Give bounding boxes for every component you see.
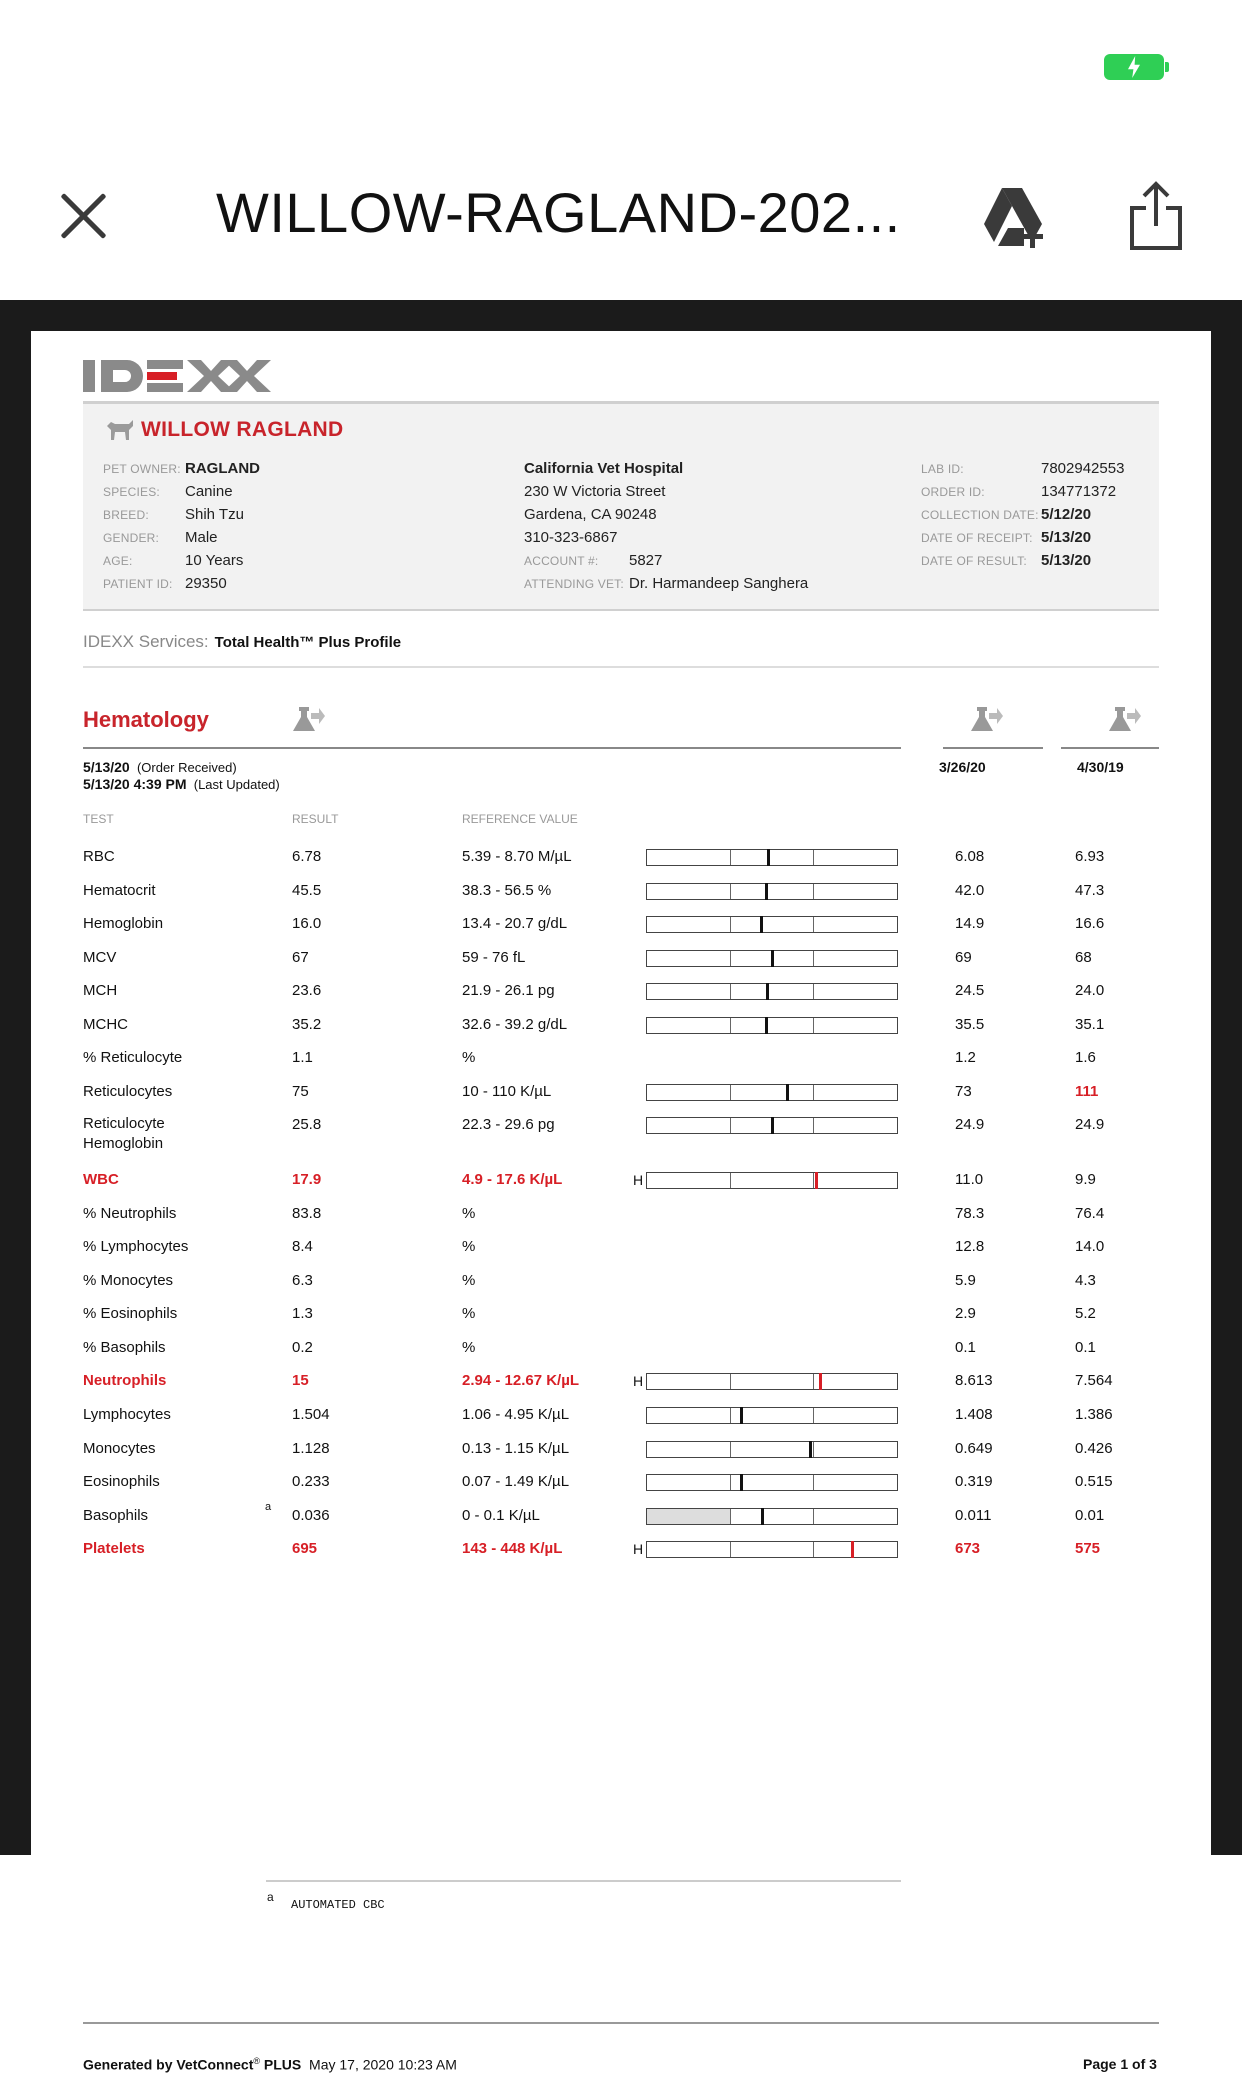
pdf-viewer[interactable] [0, 300, 1242, 2073]
clinic-city: Gardena, CA 90248 [524, 506, 657, 523]
lab-id-label: LAB ID: [921, 462, 964, 476]
reference-column-header: REFERENCE VALUE [462, 812, 578, 826]
result-marker [740, 1407, 743, 1424]
vet-label: ATTENDING VET: [524, 577, 624, 591]
test-result: 1.1 [292, 1049, 313, 1066]
dog-icon [105, 416, 135, 442]
history-value-1: 673 [955, 1540, 981, 1557]
test-name: MCV [83, 949, 117, 966]
test-result: 1.3 [292, 1305, 313, 1322]
updated-note: (Last Updated) [193, 777, 280, 792]
gender-label: GENDER: [103, 531, 160, 545]
test-name: MCH [83, 982, 118, 999]
result-marker [761, 1508, 764, 1525]
age-value: 10 Years [185, 552, 244, 569]
test-result: 0.2 [292, 1339, 313, 1356]
patient-id-label: PATIENT ID: [103, 577, 173, 591]
history-value-2: 5.2 [1075, 1305, 1096, 1322]
reference-range: 22.3 - 29.6 pg [462, 1116, 555, 1133]
test-result: 67 [292, 949, 309, 966]
history-value-1: 69 [955, 949, 972, 966]
reference-range: % [462, 1272, 476, 1289]
range-indicator [646, 916, 898, 933]
test-name: Monocytes [83, 1440, 156, 1457]
reference-range: 143 - 448 K/µL [462, 1540, 563, 1557]
range-indicator [646, 1407, 898, 1424]
range-indicator [646, 1084, 898, 1101]
patient-info-panel [83, 401, 1159, 611]
test-name: Reticulocyte Hemoglobin [83, 1115, 165, 1152]
test-name: Eosinophils [83, 1473, 160, 1490]
pet-name: WILLOW RAGLAND [141, 418, 344, 441]
age-label: AGE: [103, 554, 133, 568]
test-result: 17.9 [292, 1171, 322, 1188]
pet-owner-value: RAGLAND [185, 460, 260, 477]
reference-range: 0.13 - 1.15 K/µL [462, 1440, 570, 1457]
history-value-2: 14.0 [1075, 1238, 1105, 1255]
test-name: Neutrophils [83, 1372, 167, 1389]
test-name: RBC [83, 848, 115, 865]
history-value-2: 1.386 [1075, 1406, 1113, 1423]
footer-divider [83, 2022, 1159, 2024]
reference-range: 1.06 - 4.95 K/µL [462, 1406, 570, 1423]
test-result: 75 [292, 1083, 309, 1100]
test-result: 0.036 [292, 1507, 330, 1524]
order-note: (Order Received) [136, 760, 237, 775]
lab-flask-icon [1109, 705, 1141, 735]
range-indicator [646, 1117, 898, 1134]
history-value-2: 35.1 [1075, 1016, 1105, 1033]
test-result: 8.4 [292, 1238, 313, 1255]
history-value-1: 2.9 [955, 1305, 976, 1322]
result-marker [771, 1117, 774, 1134]
history-value-2: 24.0 [1075, 982, 1105, 999]
reference-range: % [462, 1238, 476, 1255]
history-value-1: 1.2 [955, 1049, 976, 1066]
breed-value: Shih Tzu [185, 506, 244, 523]
range-indicator [646, 1508, 898, 1525]
footer-page: Page 1 of 3 [1083, 2056, 1157, 2072]
species-label: SPECIES: [103, 485, 160, 499]
reference-range: 59 - 76 fL [462, 949, 526, 966]
test-result: 695 [292, 1540, 318, 1557]
idexx-logo [83, 358, 273, 394]
history-value-2: 76.4 [1075, 1205, 1105, 1222]
test-result: 1.504 [292, 1406, 330, 1423]
history-value-1: 42.0 [955, 882, 985, 899]
history-date-1: 3/26/20 [939, 759, 986, 775]
services-line [83, 632, 1159, 668]
reference-range: 2.94 - 12.67 K/µL [462, 1372, 580, 1389]
test-name: % Monocytes [83, 1272, 174, 1289]
receipt-date-value: 5/13/20 [1041, 529, 1092, 546]
reference-range: 32.6 - 39.2 g/dL [462, 1016, 568, 1033]
history-value-2: 9.9 [1075, 1171, 1096, 1188]
history-value-1: 1.408 [955, 1406, 993, 1423]
receipt-date-label: DATE OF RECEIPT: [921, 531, 1033, 545]
range-indicator [646, 1017, 898, 1034]
history-value-2: 24.9 [1075, 1116, 1105, 1133]
result-marker [786, 1084, 789, 1101]
history-value-1: 0.011 [955, 1507, 992, 1524]
order-id-value: 134771372 [1041, 483, 1117, 500]
test-result: 6.3 [292, 1272, 313, 1289]
result-marker [771, 950, 774, 967]
reference-range: % [462, 1049, 476, 1066]
updated-date: 5/13/20 4:39 PM [83, 776, 187, 792]
test-name: Hemoglobin [83, 915, 164, 932]
history-date-2: 4/30/19 [1077, 759, 1124, 775]
reference-range: 21.9 - 26.1 pg [462, 982, 555, 999]
footer-reg: ® [253, 2056, 261, 2066]
test-result: 6.78 [292, 848, 322, 865]
range-indicator [646, 1541, 898, 1558]
test-name: MCHC [83, 1016, 128, 1033]
lab-flask-icon [293, 705, 325, 735]
test-name: % Lymphocytes [83, 1238, 189, 1255]
lab-details [921, 457, 1124, 572]
clinic-street: 230 W Victoria Street [524, 483, 666, 500]
history-value-1: 24.5 [955, 982, 985, 999]
history-value-1: 78.3 [955, 1205, 985, 1222]
share-icon[interactable] [1128, 180, 1184, 252]
history-value-1: 11.0 [955, 1171, 984, 1188]
section-title: Hematology [83, 707, 209, 732]
reference-range: % [462, 1339, 476, 1356]
result-date-label: DATE OF RESULT: [921, 554, 1027, 568]
footnote-ref: a [265, 1501, 272, 1513]
test-name: Platelets [83, 1540, 145, 1557]
high-flag: H [633, 1541, 644, 1557]
document-title: WILLOW-RAGLAND-202... [216, 181, 901, 244]
close-icon[interactable] [58, 190, 110, 242]
result-marker [809, 1441, 812, 1458]
test-name: WBC [83, 1171, 119, 1188]
test-name: % Basophils [83, 1339, 166, 1356]
footer-generated [83, 2056, 457, 2073]
test-name: Reticulocytes [83, 1083, 173, 1100]
result-marker [760, 916, 763, 933]
account-value: 5827 [629, 552, 663, 569]
result-marker [767, 849, 770, 866]
history-value-1: 5.9 [955, 1272, 976, 1289]
history-value-2: 111 [1075, 1083, 1099, 1100]
history-value-2: 68 [1075, 949, 1092, 966]
range-indicator [646, 1373, 898, 1390]
history-value-2: 0.426 [1075, 1440, 1113, 1457]
result-marker [740, 1474, 743, 1491]
history-value-2: 1.6 [1075, 1049, 1096, 1066]
footer-plus: PLUS [263, 2056, 302, 2073]
range-indicator [646, 883, 898, 900]
clinic-name: California Vet Hospital [524, 460, 684, 477]
test-result: 0.233 [292, 1473, 330, 1490]
add-to-drive-icon[interactable] [980, 184, 1050, 250]
range-indicator [646, 1172, 898, 1189]
order-id-label: ORDER ID: [921, 485, 985, 499]
report-page [31, 331, 1211, 2073]
reference-range: 13.4 - 20.7 g/dL [462, 915, 568, 932]
test-result: 45.5 [292, 882, 322, 899]
history-header-2 [1061, 701, 1159, 749]
high-flag: H [633, 1373, 644, 1389]
footer-date: May 17, 2020 10:23 AM [309, 2056, 457, 2073]
history-value-1: 0.649 [955, 1440, 993, 1457]
pet-owner-label: PET OWNER: [103, 462, 181, 476]
services-value: Total Health™ Plus Profile [214, 634, 402, 651]
history-value-1: 14.9 [955, 915, 985, 932]
test-column-header: TEST [83, 812, 114, 826]
lab-flask-icon [971, 705, 1003, 735]
range-indicator [646, 983, 898, 1000]
test-result: 83.8 [292, 1205, 322, 1222]
history-value-2: 4.3 [1075, 1272, 1096, 1289]
clinic-phone: 310-323-6867 [524, 529, 618, 546]
breed-label: BREED: [103, 508, 149, 522]
hematology-header [83, 701, 901, 749]
footnote-divider [266, 1880, 901, 1882]
test-result: 16.0 [292, 915, 322, 932]
history-value-1: 35.5 [955, 1016, 985, 1033]
history-value-2: 0.1 [1075, 1339, 1096, 1356]
reference-range: 0.07 - 1.49 K/µL [462, 1473, 570, 1490]
history-value-2: 0.01 [1075, 1507, 1105, 1524]
range-indicator [646, 1441, 898, 1458]
test-result: 23.6 [292, 982, 322, 999]
reference-range: 10 - 110 K/µL [462, 1083, 552, 1100]
high-flag: H [633, 1172, 644, 1188]
result-marker [819, 1373, 822, 1390]
footer-generated-by: Generated by VetConnect [83, 2056, 254, 2073]
status-bar [0, 0, 1242, 150]
test-name: % Neutrophils [83, 1205, 177, 1222]
account-label: ACCOUNT #: [524, 554, 599, 568]
result-marker [765, 883, 768, 900]
test-result: 25.8 [292, 1116, 322, 1133]
result-marker [851, 1541, 854, 1558]
reference-range: % [462, 1205, 476, 1222]
species-value: Canine [185, 483, 233, 500]
battery-charging-icon [1104, 54, 1164, 80]
reference-range: 0 - 0.1 K/µL [462, 1507, 540, 1524]
reference-range: % [462, 1305, 476, 1322]
history-value-2: 6.93 [1075, 848, 1105, 865]
test-name: Basophils [83, 1507, 149, 1524]
clinic-details [524, 457, 808, 595]
footnote-text: AUTOMATED CBC [291, 1898, 385, 1912]
footnote-mark: a [267, 1890, 274, 1904]
test-name: Hematocrit [83, 882, 156, 899]
viewer-toolbar [0, 150, 1242, 300]
patient-id-value: 29350 [185, 575, 227, 592]
history-value-2: 575 [1075, 1540, 1101, 1557]
result-marker [766, 983, 769, 1000]
order-dates [83, 759, 280, 793]
range-indicator [646, 1474, 898, 1491]
result-column-header: RESULT [292, 812, 339, 826]
test-result: 1.128 [292, 1440, 330, 1457]
collection-date-label: COLLECTION DATE: [921, 508, 1039, 522]
test-result: 15 [292, 1372, 309, 1389]
collection-date-value: 5/12/20 [1041, 506, 1092, 523]
gender-value: Male [185, 529, 218, 546]
history-value-1: 12.8 [955, 1238, 985, 1255]
reference-range: 38.3 - 56.5 % [462, 882, 552, 899]
history-value-2: 0.515 [1075, 1473, 1113, 1490]
reference-range: 5.39 - 8.70 M/µL [462, 848, 572, 865]
lab-id-value: 7802942553 [1041, 460, 1125, 477]
result-marker [815, 1172, 818, 1189]
history-value-1: 24.9 [955, 1116, 985, 1133]
services-label: IDEXX Services: [83, 632, 209, 651]
history-value-1: 6.08 [955, 848, 985, 865]
history-value-2: 16.6 [1075, 915, 1105, 932]
history-value-1: 73 [955, 1083, 972, 1100]
result-date-value: 5/13/20 [1041, 552, 1092, 569]
result-marker [765, 1017, 768, 1034]
history-value-2: 7.564 [1075, 1372, 1113, 1389]
range-indicator [646, 950, 898, 967]
reference-range: 4.9 - 17.6 K/µL [462, 1171, 563, 1188]
history-value-1: 0.1 [955, 1339, 976, 1356]
test-name: % Eosinophils [83, 1305, 178, 1322]
patient-details [103, 457, 260, 595]
range-indicator [646, 849, 898, 866]
history-value-1: 8.613 [955, 1372, 993, 1389]
test-name: % Reticulocyte [83, 1049, 183, 1066]
test-name: Lymphocytes [83, 1406, 171, 1423]
vet-value: Dr. Harmandeep Sanghera [629, 575, 809, 592]
history-header-1 [943, 701, 1043, 749]
order-date: 5/13/20 [83, 759, 130, 775]
history-value-2: 47.3 [1075, 882, 1105, 899]
test-result: 35.2 [292, 1016, 322, 1033]
history-value-1: 0.319 [955, 1473, 993, 1490]
